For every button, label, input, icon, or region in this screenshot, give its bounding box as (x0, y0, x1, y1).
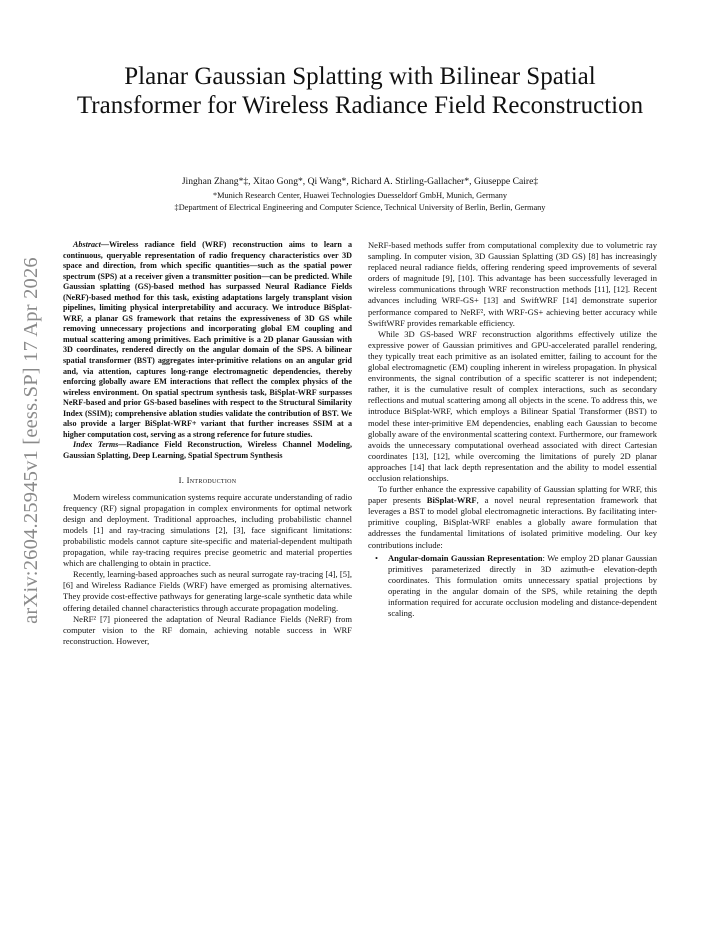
right-column (368, 240, 657, 619)
abstract (63, 240, 352, 440)
section-heading-introduction (63, 475, 352, 486)
bullet-icon: • (375, 552, 378, 563)
section-number: I. (178, 475, 185, 486)
contribution-item (368, 553, 657, 620)
left-column (63, 240, 352, 647)
intro-paragraph: Modern wireless communication systems require accurate understanding of radio frequency (RF) signal propagation in complex environments for optimal network design and deployment. Traditional approaches, including probabilistic channel models [1] and ray-tracing simulations [2], [3], face significant limitations: probabilistic models cannot capture site-specific and material-dependent multipath propagation, while ray-tracing requires precise geometric and material properties which are challenging to obtain in practice. (63, 491, 352, 569)
contrib-intro-text-end: , a novel neural representation framework that leverages a BST to model global electromagnetic interactions. By facilitating inter-primitive coupling, BiSplat-WRF enables a globally aware formulation that addresses the fundamental limitations of isolated primitive modeling. Our key contributions include: (368, 495, 657, 550)
intro-paragraph-continued: NeRF-based methods suffer from computational complexity due to volumetric ray sampling. In computer vision, 3D Gaussian Splatting (3D GS) [8] has increasingly replaced neural radiance fields, offering rendering speed improvements of several orders of magnitude [9], [10]. This advantage has been successfully leveraged in wireless communications through WRF reconstruction methods [11], [12]. Recent advances including WRF-GS+ [13] and SwiftWRF [14] demonstrate superior performance compared to NeRF², with WRF-GS+ achieving better accuracy while SwiftWRF provides remarkable efficiency. (368, 240, 657, 328)
arxiv-identifier-text: arXiv:2604.25945v1 [eess.SP] 17 Apr 2026 (19, 256, 42, 624)
index-terms-lead: Index Terms (73, 440, 119, 450)
intro-paragraph: While 3D GS-based WRF reconstruction algorithms effectively utilize the expressive power of Gaussian primitives and GPU-accelerated parallel rendering, they typically treat each primitive as an isolated emitter, failing to account for the global electromagnetic (EM) coupling inherent in wireless propagation. In physical environments, the signal contribution of a specific scatterer is not independent; rather, it is the cumulative result of complex interactions, such as secondary reflections and mutual scattering among all objects in the scene. To address this, we introduce BiSplat-WRF, which employs a Bilinear Spatial Transformer (BST) to model these inter-primitive EM dependencies, enabling each Gaussian to become globally aware of the environmental scattering context. Furthermore, our framework avoids the unnecessary computational overhead associated with direct Cartesian coordinates [13], [12], while overcoming the limitations of purely 2D planar approaches [14] that lack depth representation and the ability to model essential occlusion relationships. (368, 328, 657, 483)
affiliation-huawei: *Munich Research Center, Huawei Technologies Duesseldorf GmbH, Munich, Germany (212, 191, 508, 200)
contribution-text: : We employ 2D planar Gaussian primitives parameterized directly in 3D azimuth-e elevation-depth coordinates. This formulation omits unnecessary spatial projections by operating in the angular domain of the SPS, while retaining the depth information required for accurate occlusion modeling and distance-dependent scaling. (388, 552, 657, 619)
section-title: Introduction (186, 475, 237, 486)
contribution-title: Angular-domain Gaussian Representation (388, 552, 543, 563)
author-list: Jinghan Zhang*‡, Xitao Gong*, Qi Wang*, Richard A. Stirling-Gallacher*, Giuseppe Caire‡ (181, 176, 539, 187)
intro-paragraph: NeRF² [7] pioneered the adaptation of Neural Radiance Fields (NeRF) from computer vision to the RF domain, achieving notable success in WRF reconstruction. However, (63, 613, 352, 646)
affiliation-tu-berlin: ‡Department of Electrical Engineering and Computer Science, Technical University of Berlin, Berlin, Germany (174, 203, 546, 212)
index-terms (63, 440, 352, 461)
abstract-text: —Wireless radiance field (WRF) reconstruction aims to learn a continuous, queryable representation of radio frequency characteristics over 3D space and direction, from which specific quantities—such as the spatial power spectrum (SPS) at a receiver given a transmitter position—can be predicted. While Gaussian splatting (GS)-based method has surpassed Neural Radiance Fields (NeRF)-based method for this task, existing adaptations largely transplant vision pipelines, limiting physical interpretability and accuracy. We introduce BiSplat-WRF, a planar GS framework that retains the expressiveness of 3D GS while removing unnecessary projections and incorporating global EM coupling and mutual scattering among primitives. Each primitive is a 2D planar Gaussian with 3D coordinates, rendered directly on the angular domain of the SPS. A bilinear spatial transformer (BST) aggregates inter-primitive relations on an angular grid and, via attention, captures long-range electromagnetic dependencies, thereby enforcing globally aware EM interactions that reflect the complex physics of the wireless environment. On spatial spectrum synthesis task, BiSplat-WRF surpasses NeRF-based and prior GS-based baselines with respect to the Structural Similarity Index (SSIM); comprehensive ablation studies validate the contribution of BST. We also provide a larger BiSplat-WRF+ variant that further increases SSIM at a higher computation cost, serving as a strong reference for future studies. (63, 240, 352, 439)
arxiv-identifier-stamp (12, 250, 50, 630)
method-name: BiSplat-WRF (426, 495, 477, 506)
contrib-intro-text: To further enhance the expressive capability of Gaussian splatting for WRF, this paper presents (368, 484, 657, 506)
intro-paragraph-contributions (368, 484, 657, 551)
index-terms-text: —Radiance Field Reconstruction, Wireless Channel Modeling, Gaussian Splatting, Deep Learning, Spatial Spectrum Synthesis (63, 440, 352, 460)
paper-title: Planar Gaussian Splatting with Bilinear Spatial Transformer for Wireless Radiance Field Reconstruction (76, 63, 644, 119)
contribution-list (368, 553, 657, 620)
intro-paragraph: Recently, learning-based approaches such as neural surrogate ray-tracing [4], [5], [6] and Wireless Radiance Fields (WRF) have emerged as promising alternatives. They provide cost-effective pathways for generating large-scale synthetic data while offering detailed channel characteristics through accurate propagation modeling. (63, 569, 352, 613)
abstract-lead: Abstract (73, 240, 101, 249)
